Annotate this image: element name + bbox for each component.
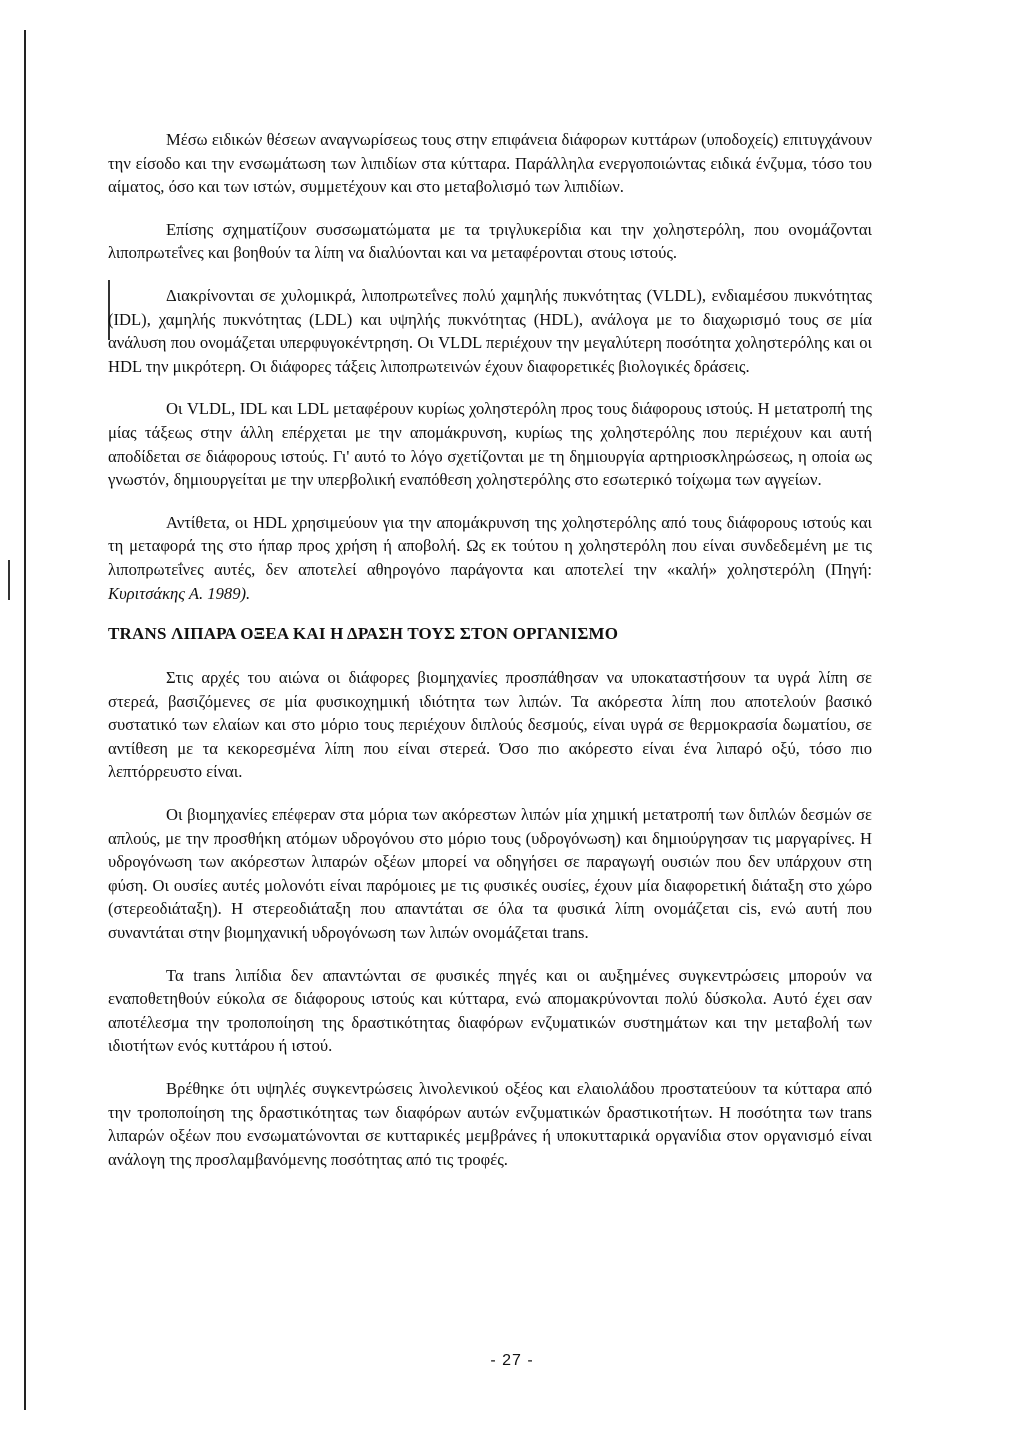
paragraph-hdl-role bbox=[108, 511, 872, 605]
paragraph-ldl-transport: Οι VLDL, IDL και LDL μεταφέρουν κυρίως χοληστερόλη προς τους διάφορους ιστούς. Η μετατροπή της μίας τάξεως στην άλλη επέρχεται με την απομάκρυνση, κυρίως της χοληστερόλης που περιέχουν και αυτή αποδίδεται σε διάφορους ιστούς. Γι' αυτό το λόγο σχετίζονται με τη δημιουργία αρτηριοσκληρώσεως, η οποία ως γνωστόν, δημιουργείται με την υπερβολική εναπόθεση χοληστερόλης στο εσωτερικό τοίχωμα των αγγείων. bbox=[108, 399, 872, 490]
paragraph-lipoprotein-classes: Διακρίνονται σε χυλομικρά, λιποπρωτεΐνες πολύ χαμηλής πυκνότητας (VLDL), ενδιαμέσου πυκνότητας (IDL), χαμηλής πυκνότητας (LDL) και υψηλής πυκνότητας (HDL), ανάλογα με το διαχωρισμό τους σε μία ανάλυση που ονομάζεται υπερφυγοκέντρηση. Οι VLDL περιέχουν την μεγαλύτερη ποσότητα χοληστερόλης και οι HDL την μικρότερη. Οι διάφορες τάξεις λιποπρωτεινών έχουν διαφορετικές βιολογικές δράσεις. bbox=[108, 285, 872, 376]
source-citation: Κυριτσάκης Α. 1989). bbox=[108, 583, 251, 603]
page-number: - 27 - bbox=[490, 1352, 534, 1369]
document-body bbox=[108, 128, 872, 1190]
hdl-role-text: Αντίθετα, οι HDL χρησιμεύουν για την απομάκρυνση της χοληστερόλης από τους διάφορους ιστούς και τη μεταφορά της στο ήπαρ προς χρήση ή αποβολή. Ως εκ τούτου η χοληστερόλη που είναι συνδεδεμένη με τις λιποπρωτεΐνες αυτές, δεν αποτελεί αθηρογόνο παράγοντα και αποτελεί την «καλή» χοληστερόλη (Πηγή: bbox=[108, 512, 872, 579]
paragraph-hydrogenation: Οι βιομηχανίες επέφεραν στα μόρια των ακόρεστων λιπών μία χημική μετατροπή των διπλών δεσμών σε απλούς, με την προσθήκη ατόμων υδρογόνου στο μόριο τους (υδρογόνωση) και δημιούργησαν τις μαργαρίνες. Η υδρογόνωση των ακόρεστων λιπαρών οξέων μπορεί να οδηγήσει σε παραγωγή ουσιών που δεν υπάρχουν στη φύση. Οι ουσίες αυτές μολονότι είναι παρόμοιες με τις φυσικές ουσίες, έχουν μία διαφορετική διάταξη στο χώρο (στερεοδιάταξη). Η στερεοδιάταξη που απαντάται σε όλα τα φυσικά λίπη ονομάζεται cis, ενώ αυτή που συναντάται στην βιομηχανική υδρογόνωση των λιπών ονομάζεται trans. bbox=[108, 805, 872, 943]
paragraph-protection: Βρέθηκε ότι υψηλές συγκεντρώσεις λινολενικού οξέος και ελαιολάδου προστατεύουν τα κύτταρα από την τροποποίηση της δραστικότητας των διαφόρων αυτών ενζυματικών δραστικοτήτων. Η ποσότητα των trans λιπαρών οξέων που ενσωματώνονται σε κυτταρικές μεμβράνες ή υποκυτταρικά οργανίδια στον οργανισμό είναι ανάλογη της προσλαμβανόμενης ποσότητας από τις τροφές. bbox=[108, 1079, 872, 1169]
paragraph-receptors: Μέσω ειδικών θέσεων αναγνωρίσεως τους στην επιφάνεια διάφορων κυττάρων (υποδοχείς) επιτυγχάνουν την είσοδο και την ενσωμάτωση των λιπιδίων στα κύτταρα. Παράλληλα ενεργοποιώντας ειδικά ένζυμα, τόσο του αίματος, όσο και των ιστών, συμμετέχουν και στο μεταβολισμό των λιπιδίων. bbox=[108, 130, 872, 197]
paragraph-industry-history: Στις αρχές του αιώνα οι διάφορες βιομηχανίες προσπάθησαν να υποκαταστήσουν τα υγρά λίπη σε στερεά, βασιζόμενες σε μία φυσικοχημική ιδιότητα των λιπών. Τα ακόρεστα λίπη που αποτελούν βασικό συστατικό των ελαίων και στο μόριο τους περιέχουν διπλούς δεσμούς, είναι υγρά σε θερμοκρασία δωματίου, σε αντίθεση με τα κεκορεσμένα λίπη που είναι στερεά. Όσο πιο ακόρεστο είναι ένα λιπαρό οξύ, τόσο πιο λεπτόρρευστο είναι. bbox=[108, 668, 872, 782]
section-heading-trans-fats: TRANS ΛΙΠΑΡΑ ΟΞΕΑ ΚΑΙ Η ΔΡΑΣΗ ΤΟΥΣ ΣΤΟΝ ΟΡΓΑΝΙΣΜΟ bbox=[108, 624, 619, 644]
paragraph-trans-effects: Τα trans λιπίδια δεν απαντώνται σε φυσικές πηγές και οι αυξημένες συγκεντρώσεις μπορούν να εναποθετηθούν εύκολα σε διάφορους ιστούς και κύτταρα, ενώ απομακρύνονται πολύ δύσκολα. Αυτό έχει σαν αποτέλεσμα την τροποποίηση της δραστικότητας διαφόρων ενζυματικών συστημάτων και την μεταβολή των ιδιοτήτων ενός κυττάρου ή ιστού. bbox=[108, 965, 872, 1056]
scan-artifact-mark bbox=[8, 560, 10, 600]
scan-border-line bbox=[24, 30, 26, 1410]
paragraph-lipoproteins: Επίσης σχηματίζουν συσσωματώματα με τα τριγλυκερίδια και την χοληστερόλη, που ονομάζονται λιποπρωτεΐνες και βοηθούν τα λίπη να διαλύονται και να μεταφέρονται στους ιστούς. bbox=[108, 219, 872, 263]
